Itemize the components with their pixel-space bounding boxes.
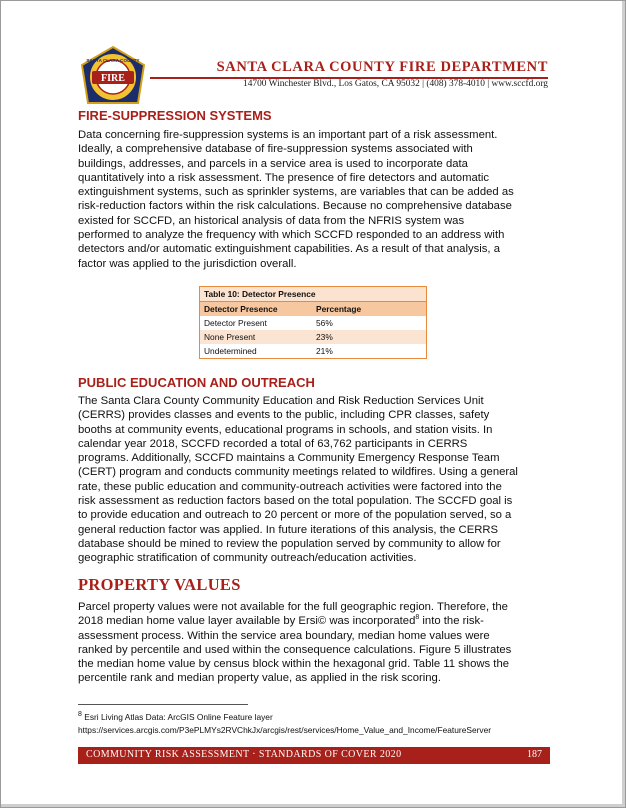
text-run: 2018 median home value layer available by Ersi© was incorporated: [78, 615, 416, 628]
footer-bar: [78, 747, 550, 764]
footnote-marker: 8: [78, 711, 82, 719]
property-values-heading: PROPERTY VALUES: [78, 575, 241, 594]
organization-name: SANTA CLARA COUNTY FIRE DEPARTMENT: [216, 59, 548, 75]
public-education-paragraph: [78, 394, 550, 566]
text-line: The Santa Clara County Community Education and Risk Reduction Services Unit: [78, 395, 484, 407]
text-line: booths at community events, educational programs in schools, and station visits. In: [78, 423, 493, 436]
text-line: database should be mined to review the population served by community to allow for: [78, 537, 501, 550]
text-run: into the risk-: [419, 615, 484, 628]
text-line: Ideally, a comprehensive database of fire-suppression systems associated with: [78, 143, 473, 156]
text-line: assessment process. Within the service area boundary, median home values were: [78, 629, 490, 642]
footnote-text: [78, 712, 273, 722]
text-line: [78, 614, 550, 628]
text-line: percentile rank and median property value, as applied in the risk scoring.: [78, 672, 441, 685]
footer-title: COMMUNITY RISK ASSESSMENT · STANDARDS OF COVER 2020: [86, 749, 402, 760]
detector-presence-table: [199, 286, 427, 359]
table-cell: Undetermined: [200, 344, 313, 359]
footnote-url[interactable]: https://services.arcgis.com/P3ePLMYs2RVChkJx/arcgis/rest/services/Home_Value_and_Income/FeatureServer: [78, 725, 492, 735]
table-cell: None Present: [200, 330, 313, 344]
table-row: [200, 316, 427, 330]
table-caption: Table 10: Detector Presence: [199, 286, 427, 301]
table-row: [200, 344, 427, 359]
text-line: quantitatively into a risk assessment. The presence of fire detectors and automatic: [78, 171, 490, 184]
text-line: ranked by percentile and used within the consequence calculations. Figure 5 illustrates: [78, 643, 512, 656]
text-line: Parcel property values were not available for the full geographic region. Therefore, the: [78, 601, 508, 613]
table-row: [200, 330, 427, 344]
text-line: detectors and/or automatic extinguishment capabilities. As a result of that analysis, a: [78, 243, 500, 256]
text-line: the median home value by census block within the hexagonal grid. Table 11 shows the: [78, 658, 510, 671]
organization-address: 14700 Winchester Blvd., Los Gatos, CA 95032 | (408) 378-4010 | www.sccfd.org: [243, 79, 548, 89]
logo-center-text: FIRE: [101, 73, 125, 84]
table-cell: 56%: [312, 316, 427, 330]
table-header-cell: Detector Presence: [200, 302, 313, 317]
footnote-label: Esri Living Atlas Data: ArcGIS Online Feature layer: [81, 712, 273, 722]
table-cell: Detector Present: [200, 316, 313, 330]
text-line: existed for SCCFD, an historical analysis of data from the NFRIS system was: [78, 214, 465, 227]
fire-department-badge-icon: [78, 45, 148, 107]
footnote-divider: [78, 704, 248, 705]
text-line: to provide education and outreach to 20 percent or more of the population served, so a: [78, 509, 512, 522]
text-line: factor was applied to the jurisdiction overall.: [78, 257, 297, 270]
text-line: general reduction factor was applied. In future iterations of this analysis, the CERRS: [78, 523, 499, 536]
table-cell: 21%: [312, 344, 427, 359]
public-education-heading: PUBLIC EDUCATION AND OUTREACH: [78, 375, 315, 390]
text-line: calendar year 2018, SCCFD recorded a total of 63,762 participants in CERRS: [78, 437, 468, 450]
property-values-paragraph: [78, 600, 550, 686]
text-line: geographic stratification of community outreach/education activities.: [78, 552, 417, 565]
table-header-cell: Percentage: [312, 302, 427, 317]
text-line: (CERRS) provides classes and events to the public, including CPR classes, safety: [78, 409, 490, 422]
text-line: rate, these public education and community-outreach activities were factored into the: [78, 480, 502, 493]
table-header-row: [200, 302, 427, 317]
text-line: risk assessment as reduction factors based on the total population. The SCCFD goal is: [78, 495, 513, 508]
text-line: buildings, addresses, and parcels in a service area is used to incorporate data: [78, 157, 468, 170]
text-line: (CERT) program and conducts community meetings related to wildfires. Using a general: [78, 466, 518, 479]
footnote-reference[interactable]: 8: [415, 614, 420, 622]
table-cell: 23%: [312, 330, 427, 344]
fire-suppression-heading: FIRE-SUPPRESSION SYSTEMS: [78, 108, 272, 123]
text-line: extinguishment systems, such as sprinkler systems, are variables that can be added as: [78, 186, 514, 199]
text-line: programs. Additionally, SCCFD maintains a Community Emergency Response Team: [78, 452, 500, 465]
fire-suppression-paragraph: [78, 128, 550, 271]
logo-top-text: SANTA CLARA COUNTY: [86, 58, 140, 63]
text-line: performed to analyze the frequency with which SCCFD responded to an address with: [78, 229, 505, 242]
text-line: Data concerning fire-suppression systems is an important part of a risk assessment.: [78, 129, 498, 141]
page-number: 187: [527, 749, 542, 760]
text-line: risk-reduction factors within the risk calculations. Because no comprehensive database: [78, 200, 512, 213]
